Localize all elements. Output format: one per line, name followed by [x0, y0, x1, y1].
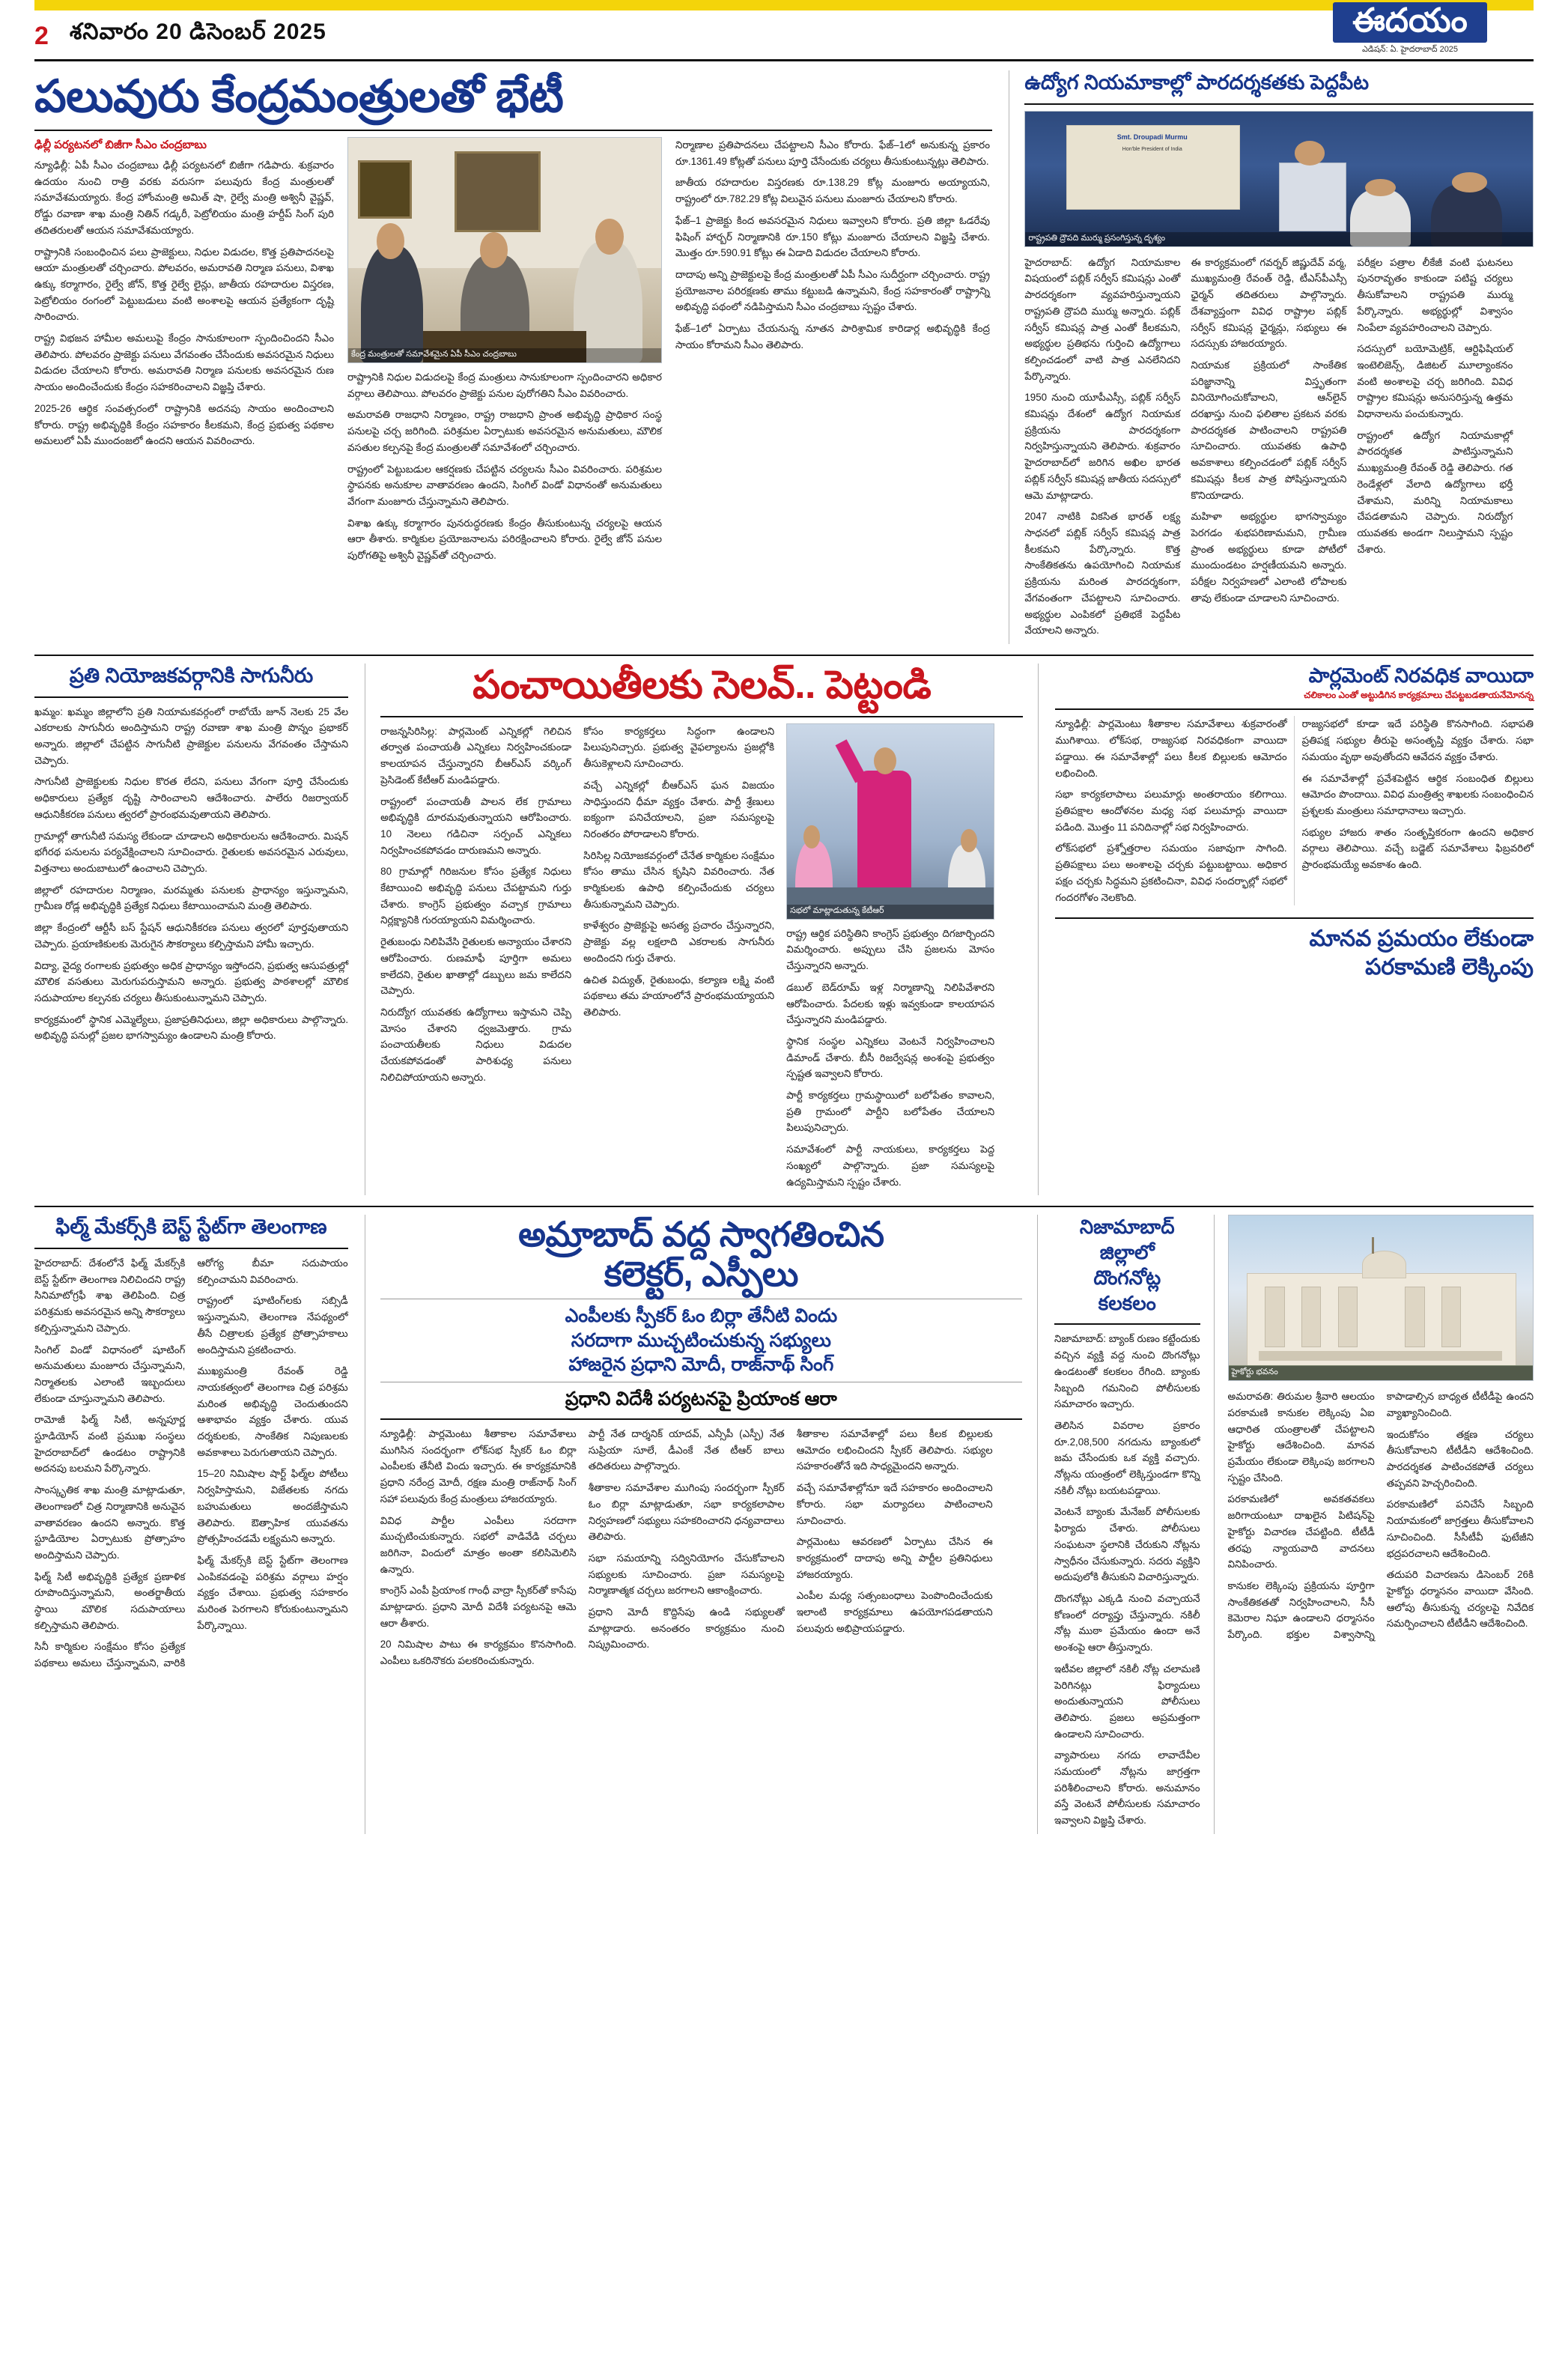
bottom-section — [34, 1215, 1534, 1834]
bottom-center-headline-line2: కలెక్టర్, ఎస్పీలు — [604, 1254, 798, 1294]
lead-kicker: ఢిల్లీ పర్యటనలో బిజీగా సీఎం చంద్రబాబు — [34, 139, 207, 151]
lead-col3-text: నిర్మాణాల ప్రతిపాదనలు చేపట్టాలని సీఎం కోరారు. ఫేజ్–1లో అనుకున్న ప్రకారం రూ.1361.49 కోట్లతో పనులు పూర్తి చేసేందుకు చర్యలు తీసుకుంటున్నట్లు తెలిపారు. జాతీయ రహదారుల విస్తరణకు రూ.138.29 కోట్ల మంజూరు అయ్యాయని, రాష్ట్రంలో రూ.782.29 కోట్ల విలువైన పనులు మంజూరు చేయాలని కోరారు. ఫేజ్–1 ప్రాజెక్టు కింద అవసరమైన నిధులు ఇవ్వాలని కోరారు. ప్రతి జిల్లా ఓడరేవు ఫిషింగ్ హార్బర్ నిర్మాణానికి రూ.150 కోట్లు మంజూరు చేయాలని విజ్ఞప్తి చేశారు. మొత్తం రూ.590.91 కోట్లు ఈ ఏడాది విడుదల చేయాలని కోరారు. దాదాపు అన్ని ప్రాజెక్టులపై కేంద్ర మంత్రులతో ఏపీ సీఎం సుదీర్ఘంగా చర్చించారు. రాష్ట్ర ప్రయోజనాల పరిరక్షణకు తాము కట్టుబడి ఉన్నామని, కేంద్ర సహకారంతో రాష్ట్రాన్ని అభివృద్ధి పథంలో నడిపిస్తామని సీఎం చంద్రబాబు స్పష్టం చేశారు. ఫేజ్–1లో ఏర్పాటు చేయనున్న నూతన పారిశ్రామిక కారిడార్ల అభివృద్ధికి కేంద్ర సాయం కోరామని సీఎం తెలిపారు. — [675, 139, 990, 350]
rule — [1024, 103, 1534, 105]
highcourt-photo-caption: హైకోర్టు భవనం — [1229, 1366, 1533, 1380]
bottom-center-headline-line1: అమ్రాబాద్ వద్ద స్వాగతించిన — [518, 1215, 884, 1254]
top-right-story — [1009, 70, 1534, 644]
bottom-center-col1: న్యూఢిల్లీ: పార్లమెంటు శీతాకాల సమావేశాలు ముగిసిన సందర్భంగా లోక్‌సభ స్పీకర్ ఓం బిర్లా ఎంపీలకు తేనీటి విందు ఇచ్చారు. ఈ కార్యక్రమానికి ప్రధాని నరేంద్ర మోదీ, రక్షణ మంత్రి రాజ్‌నాథ్ సింగ్ సహా పలువురు కేంద్ర మంత్రులు హాజరయ్యారు. వివిధ పార్టీల ఎంపీలు సరదాగా ముచ్చటించుకున్నారు. సభలో వాడివేడి చర్చలు జరిగినా, విందులో మాత్రం అంతా కలిసిమెలిసి ఉన్నారు. కాంగ్రెస్ ఎంపీ ప్రియాంక గాంధీ వాద్రా స్పీకర్‌తో కాసేపు మాట్లాడారు. ప్రధాని మోదీ విదేశీ పర్యటనపై ఆమె ఆరా తీశారు. 20 నిమిషాల పాటు ఈ కార్యక్రమం కొనసాగింది. ఎంపీలు ఒకరినొకరు పలకరించుకున్నారు. — [380, 1428, 577, 1667]
mid-center-story — [365, 664, 1039, 1195]
mid-left-story — [34, 664, 348, 1195]
rule — [34, 1248, 348, 1249]
lead-photo — [347, 137, 662, 363]
masthead-date: శనివారం 20 డిసెంబర్ 2025 — [69, 19, 326, 44]
lead-column-1 — [34, 137, 334, 569]
mid-center-col1: రాజన్నసిరిసిల్ల: పార్లమెంట్ ఎన్నికల్లో గెలిచిన తర్వాత పంచాయతీ ఎన్నికలు నిర్వహించకుండా కాలయాపన చేస్తున్నారని బీఆర్ఎస్ వర్కింగ్ ప్రెసిడెంట్ కేటీఆర్ మండిపడ్డారు. రాష్ట్రంలో పంచాయతీ పాలన లేక గ్రామాలు అభివృద్ధికి దూరమవుతున్నాయని ఆరోపించారు. 10 నెలలు గడిచినా సర్పంచ్ ఎన్నికలు నిర్వహించకపోవడం దారుణమని అన్నారు. 80 గ్రామాల్లో గిరిజనుల కోసం ప్రత్యేక నిధులు కేటాయించి అభివృద్ధి పనులు చేపట్టామని గుర్తు చేశారు. కాంగ్రెస్ ప్రభుత్వం వచ్చాక గ్రామాలు నిర్లక్ష్యానికి గురయ్యాయని విమర్శించారు. రైతుబంధు నిలిపివేసి రైతులకు అన్యాయం చేశారని ఆరోపించారు. రుణమాఫీ పూర్తిగా అమలు కాలేదని, రైతుల ఖాతాల్లో డబ్బులు జమ కాలేదని చెప్పారు. నిరుద్యోగ యువతకు ఉద్యోగాలు ఇస్తామని చెప్పి మోసం చేశారని ధ్వజమెత్తారు. గ్రామ పంచాయతీలకు నిధులు విడుదల చేయకపోవడంతో పారిశుధ్య పనులు నిలిచిపోయాయని అన్నారు. — [380, 725, 572, 1083]
logo-wordmark: ఈదయం — [1333, 2, 1487, 43]
mid-right-story — [1055, 664, 1534, 1195]
bottom-center-col3: శీతాకాల సమావేశాల్లో పలు కీలక బిల్లులకు ఆమోదం లభించిందని స్పీకర్ తెలిపారు. సభ్యుల సహకారంతోనే ఇది సాధ్యమైందని అన్నారు. వచ్చే సమావేశాల్లోనూ ఇదే సహకారం అందించాలని కోరారు. సభా మర్యాదలు పాటించాలని సూచించారు. పార్లమెంటు ఆవరణలో ఏర్పాటు చేసిన ఈ కార్యక్రమంలో దాదాపు అన్ని పార్టీల ప్రతినిధులు హాజరయ్యారు. ఎంపీల మధ్య సత్సంబంధాలు పెంపొందించేందుకు ఇలాంటి కార్యక్రమాలు ఉపయోగపడతాయని పలువురు అభిప్రాయపడ్డారు. — [796, 1428, 993, 1634]
bottom-left-text: హైదరాబాద్: దేశంలోనే ఫిల్మ్ మేకర్స్‌కి బెస్ట్ స్టేట్‌గా తెలంగాణ నిలిచిందని రాష్ట్ర సినిమాటోగ్రఫీ శాఖ తెలిపింది. చిత్ర పరిశ్రమకు అవసరమైన అన్ని సౌకర్యాలు కల్పిస్తున్నామని చెప్పారు. సింగిల్ విండో విధానంలో షూటింగ్ అనుమతులు మంజూరు చేస్తున్నామని, నిర్మాతలకు ఎలాంటి ఇబ్బందులు లేకుండా చూస్తున్నామని తెలిపారు. రామోజీ ఫిల్మ్ సిటీ, అన్నపూర్ణ స్టూడియోస్ వంటి ప్రముఖ సంస్థలు హైదరాబాద్‌లో ఉండటం రాష్ట్రానికి అదనపు బలమని పేర్కొన్నారు. సాంస్కృతిక శాఖ మంత్రి మాట్లాడుతూ, తెలంగాణలో చిత్ర నిర్మాణానికి అనువైన వాతావరణం ఉందని అన్నారు. కొత్త స్టూడియోల ఏర్పాటుకు ప్రోత్సాహం అందిస్తామని చెప్పారు. ఫిల్మ్ సిటీ అభివృద్ధికి ప్రత్యేక ప్రణాళిక రూపొందిస్తున్నామని, అంతర్జాతీయ స్థాయి మౌలిక సదుపాయాలు కల్పిస్తామని తెలిపారు. సినీ కార్మికుల సంక్షేమం కోసం ప్రత్యేక పథకాలు అమలు చేస్తున్నామని, వారికి ఆరోగ్య బీమా సదుపాయం కల్పించామని వివరించారు. రాష్ట్రంలో షూటింగ్‌లకు సబ్సిడీ ఇస్తున్నామని, తెలంగాణ నేపథ్యంలో తీసే చిత్రాలకు ప్రత్యేక ప్రోత్సాహకాలు అందిస్తామని ప్రకటించారు. ముఖ్యమంత్రి రేవంత్ రెడ్డి నాయకత్వంలో తెలంగాణ చిత్ర పరిశ్రమ మరింత అభివృద్ధి చెందుతుందని ఆశాభావం వ్యక్తం చేశారు. యువ దర్శకులకు, సాంకేతిక నిపుణులకు అవకాశాలు పెరుగుతాయని చెప్పారు. 15–20 నిమిషాల షార్ట్ ఫిల్మ్‌ల పోటీలు నిర్వహిస్తామని, విజేతలకు నగదు బహుమతులు అందజేస్తామని తెలిపారు. ఔత్సాహిక యువతను ప్రోత్సహించడమే లక్ష్యమని అన్నారు. ఫిల్మ్ మేకర్స్‌కి బెస్ట్ స్టేట్‌గా తెలంగాణ ఎంపికవడంపై పరిశ్రమ వర్గాలు హర్షం వ్యక్తం చేశాయి. ప్రభుత్వ సహకారం మరింత పెరగాలని కోరుకుంటున్నామని పేర్కొన్నాయి. — [34, 1257, 348, 1669]
middle-section — [34, 664, 1534, 1195]
mid-left-text: ఖమ్మం: ఖమ్మం జిల్లాలోని ప్రతి నియామకవర్గంలో రాబోయే జూన్ నెలకు 25 వేల ఎకరాలకు సాగునీరు అందిస్తామని రాష్ట్ర రవాణా శాఖ మంత్రి పొన్నం ప్రభాకర్ అన్నారు. జిల్లాలో చేపట్టిన సాగునీటి ప్రాజెక్టుల పనులను వేగవంతం చేస్తామని చెప్పారు. సాగునీటి ప్రాజెక్టులకు నిధుల కొరత లేదని, పనులు వేగంగా పూర్తి చేసేందుకు అధికారులు ప్రత్యేక దృష్టి సారించాలని ఆదేశించారు. పాలేరు రిజర్వాయర్ ఆధునికీకరణ పనులు త్వరలో ప్రారంభమవుతాయని తెలిపారు. గ్రామాల్లో తాగునీటి సమస్య లేకుండా చూడాలని అధికారులను ఆదేశించారు. మిషన్ భగీరథ పనులను పర్యవేక్షించాలని సూచించారు. రైతులకు అవసరమైన ఎరువులు, విత్తనాలు అందుబాటులో ఉంచాలని చెప్పారు. జిల్లాలో రహదారుల నిర్మాణం, మరమ్మతు పనులకు ప్రాధాన్యం ఇస్తున్నామని, గ్రామీణ రోడ్ల అభివృద్ధికి ప్రత్యేక నిధులు కేటాయించామని మంత్రి తెలిపారు. జిల్లా కేంద్రంలో ఆర్టీసీ బస్ స్టేషన్ ఆధునికీకరణ పనులు త్వరలో పూర్తవుతాయని చెప్పారు. ప్రయాణికులకు మెరుగైన సౌకర్యాలు కల్పిస్తామని హామీ ఇచ్చారు. విద్యా, వైద్య రంగాలకు ప్రభుత్వం అధిక ప్రాధాన్యం ఇస్తోందని, ప్రభుత్వ ఆసుపత్రుల్లో మౌలిక వసతులు మెరుగుపరుస్తామని అన్నారు. ప్రభుత్వ పాఠశాలల్లో మౌలిక సదుపాయాల కల్పనకు చర్యలు తీసుకుంటున్నామని చెప్పారు. కార్యక్రమంలో స్థానిక ఎమ్మెల్యేలు, ప్రజాప్రతినిధులు, జిల్లా అధికారులు పాల్గొన్నారు. అభివృద్ధి పనుల్లో ప్రజల భాగస్వామ్యం ఉండాలని మంత్రి కోరారు. — [34, 705, 349, 1042]
mid-center-headline: పంచాయితీలకు సెలవ్.. పెట్టండి — [472, 663, 932, 707]
mid-center-photo-caption: సభలో మాట్లాడుతున్న కేటీఆర్ — [787, 905, 994, 919]
logo-top-strip — [1286, 0, 1534, 1]
rule — [380, 716, 1023, 717]
top-right-col3: పరీక్షల పత్రాల లీకేజీ వంటి ఘటనలు పునరావృతం కాకుండా పటిష్ట చర్యలు తీసుకోవాలని రాష్ట్రపతి ముర్ము పేర్కొన్నారు. అభ్యర్థుల్లో విశ్వాసం నింపేలా వ్యవహరించాలని చెప్పారు. సదస్సులో బయోమెట్రిక్, ఆర్టిఫిషియల్ ఇంటెలిజెన్స్, డిజిటల్ మూల్యాంకనం వంటి అంశాలపై చర్చ జరిగింది. వివిధ రాష్ట్రాల కమిషన్లు అనుసరిస్తున్న ఉత్తమ విధానాలను పంచుకున్నారు. రాష్ట్రంలో ఉద్యోగ నియామకాల్లో పారదర్శకత పాటిస్తున్నామని ముఖ్యమంత్రి రేవంత్ రెడ్డి తెలిపారు. గత రెండేళ్లలో వేలాది ఉద్యోగాలు భర్తీ చేశామని, మరిన్ని నియామకాలు చేపడతామని చెప్పారు. నిరుద్యోగ యువతకు అండగా నిలుస్తామని స్పష్టం చేశారు. — [1357, 256, 1513, 555]
lead-story — [34, 70, 992, 644]
bottom-right-story-a — [1054, 1215, 1200, 1834]
mid-right-text: న్యూఢిల్లీ: పార్లమెంటు శీతాకాల సమావేశాలు శుక్రవారంతో ముగిశాయి. లోక్‌సభ, రాజ్యసభ నిరవధికంగా వాయిదా పడ్డాయి. ఈ సమావేశాల్లో పలు కీలక బిల్లులకు ఆమోదం లభించింది. సభా కార్యకలాపాలు పలుమార్లు అంతరాయం కలిగాయి. ప్రతిపక్షాల ఆందోళనల మధ్య సభ పలుమార్లు వాయిదా పడింది. మొత్తం 11 పనిదినాల్లో సభ నిర్వహించారు. లోక్‌సభలో ప్రశ్నోత్తరాల సమయం సజావుగా సాగింది. ప్రతిపక్షాలు పలు అంశాలపై చర్చకు పట్టుబట్టాయి. అధికార పక్షం చర్చకు సిద్ధమని ప్రకటించినా, వివిధ సందర్భాల్లో సభలో గందరగోళం నెలకొంది. రాజ్యసభలో కూడా ఇదే పరిస్థితి కొనసాగింది. సభాపతి ప్రతిపక్ష సభ్యుల తీరుపై అసంతృప్తి వ్యక్తం చేశారు. సభా సమయం వృథా అవుతోందని ఆవేదన వ్యక్తం చేశారు. ఈ సమావేశాల్లో ప్రవేశపెట్టిన ఆర్థిక సంబంధిత బిల్లులు ఆమోదం పొందాయి. వివిధ మంత్రిత్వ శాఖలకు సంబంధించిన ప్రశ్నలకు మంత్రులు సమాధానాలు ఇచ్చారు. సభ్యుల హాజరు శాతం సంతృప్తికరంగా ఉందని అధికార వర్గాలు తెలిపాయి. వచ్చే బడ్జెట్ సమావేశాలు ఫిబ్రవరిలో ప్రారంభమయ్యే అవకాశం ఉంది. — [1055, 718, 1534, 903]
bottom-center-col2: పార్టీ నేత దార్శనిక్ యాదవ్, ఎన్సీపీ (ఎస్పీ) నేత సుప్రియా సూలే, డీఎంకే నేత టీఆర్ బాలు తదితరులు పాల్గొన్నారు. శీతాకాల సమావేశాల ముగింపు సందర్భంగా స్పీకర్ ఓం బిర్లా మాట్లాడుతూ, సభా కార్యకలాపాల నిర్వహణలో సభ్యులు సహకరించారని ధన్యవాదాలు తెలిపారు. సభా సమయాన్ని సద్వినియోగం చేసుకోవాలని సభ్యులకు సూచించారు. ప్రజా సమస్యలపై నిర్మాణాత్మక చర్చలు జరగాలని ఆకాంక్షించారు. ప్రధాని మోదీ కొద్దిసేపు ఉండి సభ్యులతో మాట్లాడారు. అనంతరం కార్యక్రమం నుంచి నిష్క్రమించారు. — [588, 1428, 785, 1651]
page-number: 2 — [34, 22, 49, 50]
top-section — [34, 70, 1534, 644]
top-right-col1: హైదరాబాద్: ఉద్యోగ నియామకాల విషయంలో పబ్లిక్ సర్వీస్ కమిషన్లు ఎంతో పారదర్శకంగా వ్యవహరిస్తున్నాయని రాష్ట్రపతి ద్రౌపది ముర్ము అన్నారు. పబ్లిక్ సర్వీస్ కమిషన్ల పాత్ర ఎంతో కీలకమని, అభ్యర్థుల ప్రతిభను గుర్తించి ఉద్యోగాలు కల్పించడంలో వాటి పాత్ర ఎనలేనిదని పేర్కొన్నారు. 1950 నుంచి యూపీఎస్సీ, పబ్లిక్ సర్వీస్ కమిషన్లు దేశంలో ఉద్యోగ నియామక ప్రక్రియను పారదర్శకంగా నిర్వహిస్తున్నాయని తెలిపారు. శుక్రవారం హైదరాబాద్‌లో జరిగిన అఖిల భారత పబ్లిక్ సర్వీస్ కమిషన్ల జాతీయ సదస్సులో ఆమె మాట్లాడారు. 2047 నాటికి వికసిత భారత్ లక్ష్య సాధనలో పబ్లిక్ సర్వీస్ కమిషన్ల పాత్ర కీలకమని పేర్కొన్నారు. కొత్త సాంకేతికతను ఉపయోగించి నియామక ప్రక్రియను మరింత పారదర్శకంగా, వేగవంతంగా చేపట్టాలని సూచించారు. అభ్యర్థుల ఎంపికలో ప్రతిభకే పెద్దపీట వేయాలని అన్నారు. — [1024, 256, 1181, 637]
bottom-right-section — [1054, 1215, 1534, 1834]
top-right-title: ఉద్యోగ నియమాకాల్లో పారదర్శకతకు పెద్దపీట — [1024, 71, 1370, 94]
lead-col1-text: న్యూఢిల్లీ: ఏపీ సీఎం చంద్రబాబు ఢిల్లీ పర్యటనలో బిజీగా గడిపారు. శుక్రవారం ఉదయం నుంచి రాత్రి వరకు వరుసగా పలువురు కేంద్ర మంత్రులతో సమావేశమయ్యారు. కేంద్ర హోంమంత్రి అమిత్ షా, రైల్వే మంత్రి అశ్వినీ వైష్ణవ్, రోడ్డు రవాణా శాఖ మంత్రి నితిన్ గడ్కరీ, పెట్రోలియం మంత్రి హర్దీప్ సింగ్ పురి తదితరులతో ఆయన సమావేశమయ్యారు. రాష్ట్రానికి సంబంధించిన పలు ప్రాజెక్టులు, నిధుల విడుదల, కొత్త ప్రతిపాదనలపై ఆయా మంత్రులతో చర్చించారు. పోలవరం, అమరావతి నిర్మాణ పనులు, విశాఖ ఉక్కు కర్మాగారం, రైల్వే జోన్, కొత్త రైల్వే లైన్లు, జాతీయ రహదారుల విస్తరణ, పెట్రోలియం రంగంలో పెట్టుబడులు వంటి అంశాలపై ఆయన ప్రత్యేకంగా దృష్టి సారించారు. రాష్ట్ర విభజన హామీల అమలుపై కేంద్రం సానుకూలంగా స్పందించిందని సీఎం తెలిపారు. పోలవరం ప్రాజెక్టు పనులు వేగవంతం చేసేందుకు అవసరమైన నిధులు విడుదల చేయాలని కోరారు. అమరావతి నిర్మాణ పనులకు అవసరమైన రుణ సాయం అందించేందుకు కేంద్రం సహకరించాలని విజ్ఞప్తి చేశారు. 2025-26 ఆర్థిక సంవత్సరంలో రాష్ట్రానికి అదనపు సాయం అందించాలని కోరారు. రాష్ట్ర అభివృద్ధికి కేంద్రం సహకారం కీలకమని, కేంద్ర ప్రభుత్వ పథకాల అమలులో ఏపీ ముందంజలో ఉందని ఆయన వివరించారు. — [34, 160, 334, 447]
bottom-left-story — [34, 1215, 348, 1834]
top-right-col2: ఈ కార్యక్రమంలో గవర్నర్ జిష్ణుదేవ్ వర్మ, ముఖ్యమంత్రి రేవంత్ రెడ్డి, టీఎస్‌పీఎస్సీ ఛైర్మన్ తదితరులు పాల్గొన్నారు. దేశవ్యాప్తంగా వివిధ రాష్ట్రాల పబ్లిక్ సర్వీస్ కమిషన్ల ఛైర్మన్లు, సభ్యులు ఈ సదస్సుకు హాజరయ్యారు. నియామక ప్రక్రియలో సాంకేతిక పరిజ్ఞానాన్ని విస్తృతంగా వినియోగించుకోవాలని, ఆన్‌లైన్ దరఖాస్తు నుంచి ఫలితాల ప్రకటన వరకు పారదర్శకత పాటించాలని రాష్ట్రపతి సూచించారు. యువతకు ఉపాధి అవకాశాలు కల్పించడంలో పబ్లిక్ సర్వీస్ కమిషన్లు కీలక పాత్ర పోషిస్తున్నాయని కొనియాడారు. మహిళా అభ్యర్థుల భాగస్వామ్యం పెరగడం శుభపరిణామమని, గ్రామీణ ప్రాంత అభ్యర్థులు కూడా పోటీలో ముందుండటం హర్షణీయమని అన్నారు. పరీక్షల నిర్వహణలో ఎలాంటి లోపాలకు తావు లేకుండా చూడాలని సూచించారు. — [1191, 256, 1347, 604]
publication-logo — [1286, 0, 1534, 56]
highcourt-photo — [1228, 1215, 1534, 1381]
bottom-right-a-text: నిజామాబాద్: బ్యాంక్ రుణం కట్టేందుకు వచ్చిన వ్యక్తి వద్ద నుంచి దొంగనోట్లు ఉండటంతో కలకలం రేగింది. బ్యాంకు సిబ్బంది గమనించి పోలీసులకు సమాచారం ఇచ్చారు. తెలిసిన వివరాల ప్రకారం రూ.2,08,500 నగదును బ్యాంకులో జమ చేసేందుకు ఒక వ్యక్తి వచ్చారు. నోట్లను యంత్రంలో లెక్కిస్తుండగా కొన్ని నకిలీ నోట్లు బయటపడ్డాయి. వెంటనే బ్యాంకు మేనేజర్ పోలీసులకు ఫిర్యాదు చేశారు. పోలీసులు సంఘటనా స్థలానికి చేరుకుని నోట్లను స్వాధీనం చేసుకున్నారు. సదరు వ్యక్తిని అదుపులోకి తీసుకుని విచారిస్తున్నారు. దొంగనోట్లు ఎక్కడి నుంచి వచ్చాయనే కోణంలో దర్యాప్తు చేస్తున్నారు. నకిలీ నోట్ల ముఠా ప్రమేయం ఉందా అనే అంశంపై ఆరా తీస్తున్నారు. ఇటీవల జిల్లాలో నకిలీ నోట్ల చలామణి పెరిగినట్లు ఫిర్యాదులు అందుతున్నాయని పోలీసులు తెలిపారు. ప్రజలు అప్రమత్తంగా ఉండాలని సూచించారు. వ్యాపారులు నగదు లావాదేవీల సమయంలో నోట్లను జాగ్రత్తగా పరిశీలించాలని కోరారు. అనుమానం వస్తే వెంటనే పోలీసులకు సమాచారం ఇవ్వాలని విజ్ఞప్తి చేశారు. — [1054, 1333, 1200, 1827]
rule — [1054, 1323, 1200, 1325]
bottom-right-b-title-line2: పరకామణి లెక్కింపు — [1365, 954, 1534, 980]
bottom-center-sub3: హాజరైన ప్రధాని మోదీ, రాజ్‌నాథ్ సింగ్ — [568, 1354, 834, 1376]
bottom-right-b-title-line1: మానవ ప్రమయం లేకుండా — [1309, 926, 1534, 952]
photo-banner-line2: Hon'ble President of India — [1122, 146, 1182, 152]
bottom-center-story — [365, 1215, 1038, 1834]
photo-banner-line1: Smt. Droupadi Murmu — [1116, 133, 1188, 141]
top-right-photo — [1024, 111, 1534, 247]
bottom-right-a-title-1: నిజామాబాద్ — [1079, 1215, 1175, 1239]
mid-center-col3 — [786, 723, 994, 1196]
top-right-photo-caption: రాష్ట్రపతి ద్రౌపది ముర్ము ప్రసంగిస్తున్న దృశ్యం — [1025, 232, 1533, 246]
bottom-right-a-title-2: జిల్లాలో — [1099, 1241, 1155, 1264]
bottom-right-story-b — [1214, 1215, 1534, 1834]
lead-column-2 — [347, 137, 662, 569]
mid-center-col2: కోసం కార్యకర్తలు సిద్ధంగా ఉండాలని పిలుపునిచ్చారు. ప్రభుత్వ వైఫల్యాలను ప్రజల్లోకి తీసుకెళ్లాలని సూచించారు. వచ్చే ఎన్నికల్లో బీఆర్ఎస్ ఘన విజయం సాధిస్తుందని ధీమా వ్యక్తం చేశారు. పార్టీ శ్రేణులు ఐక్యంగా పనిచేయాలని, ప్రజా సమస్యలపై నిరంతరం పోరాడాలని కోరారు. సిరిసిల్ల నియోజకవర్గంలో చేనేత కార్మికుల సంక్షేమం కోసం తాము చేసిన కృషిని వివరించారు. నేత కార్మికులకు ఉపాధి కల్పించేందుకు చర్యలు తీసుకున్నామని చెప్పారు. కాళేశ్వరం ప్రాజెక్టుపై అసత్య ప్రచారం చేస్తున్నారని, ప్రాజెక్టు వల్ల లక్షలాది ఎకరాలకు సాగునీరు అందిందని గుర్తు చేశారు. ఉచిత విద్యుత్, రైతుబంధు, కల్యాణ లక్ష్మి వంటి పథకాలు తమ హయాంలోనే ప్రారంభమయ్యాయని తెలిపారు. — [583, 725, 775, 1018]
rule — [34, 696, 348, 698]
bottom-center-sub2: సరదాగా ముచ్చటించుకున్న సభ్యులు — [571, 1329, 831, 1351]
section-divider — [34, 655, 1534, 656]
section-divider — [34, 1206, 1534, 1207]
rule — [1055, 917, 1534, 919]
mid-right-kicker: చలికాలం ఎంతో అట్టుడిగిన కార్యక్రమాలు చేపట్టబడతాయనేమోనన్న — [1304, 689, 1534, 700]
logo-subline: ఎడిషన్: ఏ. హైదరాబాద్ 2025 — [1361, 45, 1459, 54]
mid-center-photo — [786, 723, 994, 920]
bottom-left-title: ఫిల్మ్ మేకర్స్‌కి బెస్ట్ స్టేట్‌గా తెలంగాణ — [55, 1215, 327, 1239]
rule — [380, 1418, 1022, 1420]
bottom-center-sub1: ఎంపీలకు స్పీకర్ ఓం బిర్లా తేనీటి విందు — [565, 1305, 838, 1327]
bottom-right-b-text: అమరావతి: తిరుమల శ్రీవారి ఆలయం పరకామణి కానుకల లెక్కింపు ఏఐ ఆధారిత యంత్రాలతో చేపట్టాలని హైకోర్టు ఆదేశించింది. మానవ ప్రమేయం లేకుండా లెక్కింపు జరగాలని స్పష్టం చేసింది. పరకామణిలో అవకతవకలు జరిగాయంటూ దాఖలైన పిటిషన్‌పై హైకోర్టు విచారణ చేపట్టింది. టీటీడీ తరఫు న్యాయవాది వాదనలు వినిపించారు. కానుకల లెక్కింపు ప్రక్రియను పూర్తిగా సాంకేతికతతో నిర్వహించాలని, సీసీ కెమెరాల నిఘా ఉండాలని ధర్మాసనం పేర్కొంది. భక్తుల విశ్వాసాన్ని కాపాడాల్సిన బాధ్యత టీటీడీపై ఉందని వ్యాఖ్యానించింది. ఇందుకోసం తక్షణ చర్యలు తీసుకోవాలని టీటీడీని ఆదేశించింది. పారదర్శకత పాటించకపోతే చర్యలు తప్పవని హెచ్చరించింది. పరకామణిలో పనిచేసే సిబ్బంది నియామకంలో జాగ్రత్తలు తీసుకోవాలని సూచించింది. సీసీటీవీ ఫుటేజీని భద్రపరచాలని ఆదేశించింది. తదుపరి విచారణను డిసెంబర్ 26కి హైకోర్టు ధర్మాసనం వాయిదా వేసింది. ఆలోపు తీసుకున్న చర్యలపై నివేదిక సమర్పించాలని టీటీడీని ఆదేశించింది. — [1227, 1391, 1534, 1641]
masthead — [34, 0, 1534, 61]
bottom-right-a-title-3: దొంగనోట్ల — [1093, 1266, 1161, 1289]
lead-headline: పలువురు కేంద్రమంత్రులతో భేటీ — [34, 71, 564, 121]
lead-col2-text: రాష్ట్రానికి నిధుల విడుదలపై కేంద్ర మంత్రులు సానుకూలంగా స్పందించారని అధికార వర్గాలు తెలిపాయి. పోలవరం ప్రాజెక్టు పనుల పురోగతిని సీఎం వివరించారు. అమరావతి రాజధాని నిర్మాణం, రాష్ట్ర రాజధాని ప్రాంత అభివృద్ధి ప్రాధికార సంస్థ పనులపై చర్చ జరిగింది. పరిశ్రమల ఏర్పాటుకు అవసరమైన అనుమతులు, మౌలిక వసతుల కల్పనపై కేంద్ర మంత్రులతో సమావేశంలో చర్చించారు. రాష్ట్రంలో పెట్టుబడుల ఆకర్షణకు చేపట్టిన చర్యలను సీఎం వివరించారు. పరిశ్రమల స్థాపనకు అనుకూల వాతావరణం ఉందని, సింగిల్ విండో విధానంతో అనుమతులు వేగంగా మంజూరు చేస్తున్నామని తెలిపారు. విశాఖ ఉక్కు కర్మాగారం పునరుద్ధరణకు కేంద్రం తీసుకుంటున్న చర్యలపై ఆయన ఆరా తీశారు. కార్మికుల ప్రయోజనాలను పరిరక్షించాలని కోరారు. రైల్వే జోన్ పనుల పురోగతిపై అశ్వినీ వైష్ణవ్‌తో చర్చించారు. — [347, 371, 662, 562]
lead-column-3 — [675, 137, 990, 569]
lead-photo-caption: కేంద్ర మంత్రులతో సమావేశమైన ఏపీ సీఎం చంద్రబాబు — [348, 348, 661, 362]
mid-right-title: పార్లమెంట్ నిరవధిక వాయిదా — [1308, 664, 1534, 687]
bottom-center-sub4: ప్రధాని విదేశీ పర్యటనపై ప్రియాంక ఆరా — [565, 1388, 837, 1409]
rule — [34, 130, 992, 131]
mid-center-col3-text: రాష్ట్ర ఆర్థిక పరిస్థితిని కాంగ్రెస్ ప్రభుత్వం దిగజార్చిందని విమర్శించారు. అప్పులు చేసి ప్రజలను మోసం చేస్తున్నారని అన్నారు. డబుల్ బెడ్‌రూమ్ ఇళ్ల నిర్మాణాన్ని నిలిపివేశారని ఆరోపించారు. పేదలకు ఇళ్లు ఇవ్వకుండా కాలయాపన చేస్తున్నారని మండిపడ్డారు. స్థానిక సంస్థల ఎన్నికలు వెంటనే నిర్వహించాలని డిమాండ్ చేశారు. బీసీ రిజర్వేషన్ల అంశంపై ప్రభుత్వం స్పష్టత ఇవ్వాలని కోరారు. పార్టీ కార్యకర్తలు గ్రామస్థాయిలో బలోపేతం కావాలని, ప్రతి గ్రామంలో పార్టీని బలోపేతం చేయాలని పిలుపునిచ్చారు. సమావేశంలో పార్టీ నాయకులు, కార్యకర్తలు పెద్ద సంఖ్యలో పాల్గొన్నారు. ప్రజా సమస్యలపై ఉద్యమిస్తామని స్పష్టం చేశారు. — [786, 927, 995, 1188]
rule — [1055, 708, 1534, 710]
bottom-right-a-title-4: కలకలం — [1098, 1291, 1156, 1314]
mid-left-title: ప్రతి నియోజకవర్గానికి సాగునీరు — [69, 664, 314, 687]
